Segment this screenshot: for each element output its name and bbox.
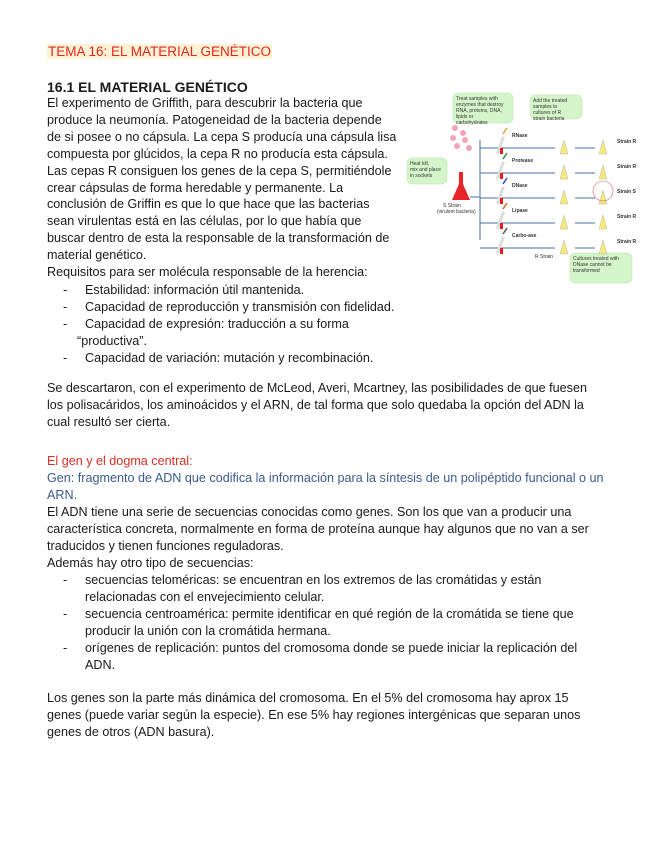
paragraph-line: El experimento de Griffith, para descubrir la bacteria que <box>47 96 363 110</box>
result-label: Strain R <box>617 139 637 145</box>
paragraph-line: Además hay otro tipo de secuencias: <box>47 556 254 570</box>
bullet-marker: - <box>63 641 68 655</box>
culture-flask-icon <box>560 190 568 204</box>
griffith-experiment-diagram <box>395 88 640 288</box>
enzyme-label: Lipase <box>512 208 528 214</box>
list-item-text: secuencia centroamérica: permite identificar en qué región de la cromátida se tiene que <box>85 607 574 621</box>
paragraph-line: de si posee o no cápsula. La cepa S producía una cápsula lisa <box>47 129 397 144</box>
list-item-text: producir la unión con la cromátida hermana. <box>85 624 331 638</box>
paragraph-line: sean virulentas está en las células, por lo que había que <box>47 214 362 229</box>
sample-icon <box>500 173 503 179</box>
list-item-text: Capacidad de reproducción y transmisión con fidelidad. <box>85 299 395 314</box>
list-item-text: ADN. <box>85 658 116 672</box>
s-strain-label: S Strain <box>443 203 461 209</box>
s-strain-sub: (virulent bacteria) <box>437 209 476 215</box>
definition-line: Gen: fragmento de ADN que codifica la información para la síntesis de un polipéptido funcional o un <box>47 471 604 485</box>
list-item-text: orígenes de replicación: puntos del cromosoma donde se puede iniciar la replicación del <box>85 641 578 655</box>
sample-icon <box>500 248 503 254</box>
paragraph-line: El ADN tiene una serie de secuencias conocidas como genes. Son los que van a producir una <box>47 505 572 519</box>
pipette-icon <box>503 203 507 209</box>
note-heat-text: Heat kill, <box>410 161 430 167</box>
sample-icon <box>500 148 503 154</box>
culture-flask-icon <box>560 165 568 179</box>
pipette-icon <box>503 178 507 184</box>
bacteria-cell-icon <box>454 143 460 149</box>
note-treat-text: enzymes that destroy <box>456 102 504 108</box>
enzyme-label: DNase <box>512 183 528 189</box>
paragraph-line: Requisitos para ser molécula responsable de la herencia: <box>47 265 368 279</box>
flask-icon <box>452 172 470 200</box>
bullet-marker: - <box>63 350 68 365</box>
sample-icon <box>500 198 503 204</box>
paragraph-line: los polisacáridos, los aminoácidos y el ARN, de tal forma que solo quedaba la opción del ADN la <box>47 398 584 412</box>
bullet-marker: - <box>63 607 68 621</box>
note-heat-text: mix and place <box>410 167 441 173</box>
paragraph-line: conclusión de Griffin es que lo que hace que las bacterias <box>47 197 370 212</box>
paragraph-line: Las cepas R consiguen los genes de la cepa S, permitiéndole <box>47 163 392 178</box>
enzyme-label: Protease <box>512 158 534 164</box>
pipette-icon <box>503 153 507 159</box>
pipette-icon <box>503 128 507 134</box>
subheading: El gen y el dogma central: <box>47 454 193 468</box>
culture-flask-icon <box>599 165 607 179</box>
note-add-text: cultures of R <box>533 110 562 116</box>
list-item-text: Capacidad de variación: mutación y recombinación. <box>85 350 374 365</box>
bullet-marker: - <box>63 282 68 297</box>
bullet-marker: - <box>63 299 68 314</box>
note-dnase-text: Cultures treated with <box>573 256 619 262</box>
document-title: TEMA 16: EL MATERIAL GENÉTICO <box>48 44 272 59</box>
list-item-text: relacionadas con el envejecimiento celular. <box>85 590 325 604</box>
paragraph-line: Se descartaron, con el experimento de McLeod, Averi, Mcartney, las posibilidades de que fuesen <box>47 381 587 395</box>
paragraph-line: genes (puede variar según la especie). En ese 5% hay regiones intergénicas que separan unos <box>47 708 581 722</box>
culture-flask-icon <box>560 140 568 154</box>
definition-line: ARN. <box>47 488 78 502</box>
note-treat-text: carbohydrates <box>456 120 488 126</box>
culture-flask-icon <box>560 215 568 229</box>
bullet-marker: - <box>63 573 68 587</box>
note-treat-text: RNA, proteins, DNA, <box>456 108 502 114</box>
culture-flask-icon <box>599 190 607 204</box>
paragraph-line: traducidos y tienen funciones reguladoras. <box>47 539 284 553</box>
list-item-text: “productiva”. <box>77 333 147 348</box>
list-item-text: Capacidad de expresión: traducción a su forma <box>85 316 349 331</box>
culture-flask-icon <box>560 240 568 254</box>
culture-flask-icon <box>599 215 607 229</box>
list-item-text: secuencias teloméricas: se encuentran en los extremos de las cromátidas y están <box>85 573 542 587</box>
pipette-icon <box>503 228 507 234</box>
note-add-text: Add the treated <box>533 98 568 104</box>
note-add-text: samples to <box>533 104 558 110</box>
result-label: Strain R <box>617 214 637 220</box>
paragraph-line: produce la neumonía. Patogeneidad de la bacteria depende <box>47 112 382 127</box>
paragraph-line: buscar dentro de esta la responsable de la transformación de <box>47 231 390 246</box>
note-treat-text: Treat samples with <box>456 96 498 102</box>
sample-icon <box>500 223 503 229</box>
result-label: Strain S <box>617 189 636 195</box>
note-heat-text: in sockets <box>410 173 433 179</box>
bacteria-cell-icon <box>460 130 466 136</box>
bacteria-cell-icon <box>452 125 458 131</box>
paragraph-line: genes de otros (ADN basura). <box>47 725 215 739</box>
bacteria-cell-icon <box>462 137 468 143</box>
bacteria-cell-icon <box>450 135 456 141</box>
culture-flask-icon <box>599 240 607 254</box>
paragraph-line: Los genes son la parte más dinámica del cromosoma. En el 5% del cromosoma hay aprox 15 <box>47 691 569 705</box>
section-heading: 16.1 EL MATERIAL GENÉTICO <box>47 79 248 95</box>
paragraph-line: característica concreta, normalmente en forma de proteína aunque hay algunos que no van a ser <box>47 522 589 536</box>
note-dnase-text: DNase cannot be <box>573 262 612 268</box>
result-label: Strain R <box>617 239 637 245</box>
bacteria-cell-icon <box>466 145 472 151</box>
enzyme-label: RNase <box>512 133 528 139</box>
culture-flask-icon <box>599 140 607 154</box>
paragraph-line: cual resultó ser cierta. <box>47 415 171 429</box>
paragraph-line: material genético. <box>47 248 147 263</box>
paragraph-line: compuesta por glúcidos, la cepa R no producía esta cápsula. <box>47 146 388 161</box>
result-label: Strain R <box>617 164 637 170</box>
note-treat-text: lipids or <box>456 114 474 120</box>
list-item-text: Estabilidad: información útil mantenida. <box>85 282 305 297</box>
r-strain-label: R Strain <box>535 254 554 260</box>
paragraph-line: crear cápsulas de forma heredable y permanente. La <box>47 180 344 195</box>
enzyme-label: Carbo-ase <box>512 233 537 239</box>
note-add-text: strain bacteria <box>533 116 565 122</box>
note-dnase-text: transformed <box>573 268 600 274</box>
bullet-marker: - <box>63 316 68 331</box>
